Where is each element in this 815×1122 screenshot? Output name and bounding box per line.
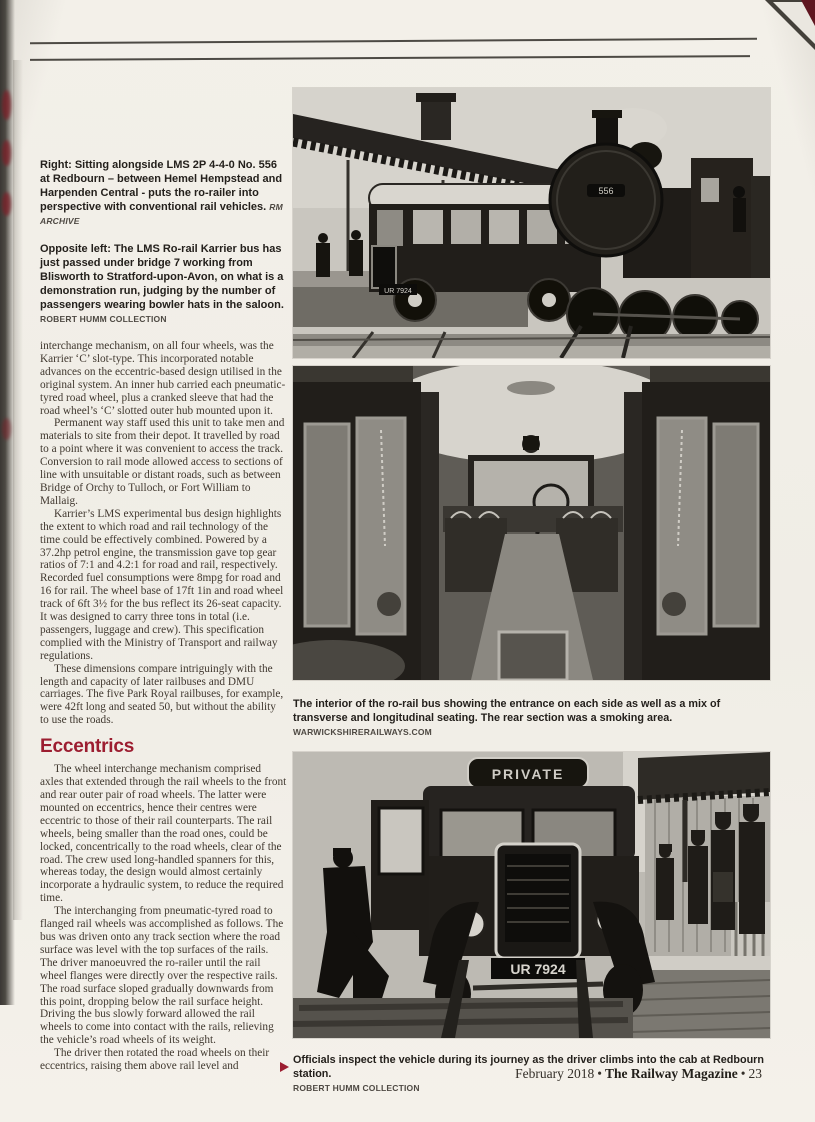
page-footer: [430, 1066, 762, 1082]
footer-bullet: •: [597, 1066, 603, 1081]
floor-mat: [499, 632, 567, 680]
caption-credit: ROBERT HUMM COLLECTION: [40, 314, 167, 324]
left-door-pillars: [293, 382, 421, 680]
footer-issue: February 2018: [515, 1066, 595, 1081]
binding-red-mark: [2, 192, 11, 216]
paragraph: The driver then rotated the road wheels on their eccentrics, raising them above rail level and: [40, 1047, 270, 1073]
interior-photo-credit: WARWICKSHIRERAILWAYS.COM: [293, 726, 432, 737]
paragraph: Karrier’s LMS experimental bus design highlights the extent to which road and rail technology of the time could be effectively combined. Powered by a 37.2hp petrol engine, the transmission gave top gear ratios of 7:1 and 4.2:1 for road and rail, respectively. Recorded fuel consumptions were 8mpg for road and 16 for rail. The wheel base of 17ft 1in and road wheel track of 6ft 3½ for the bus reflect its 26-seat capacity. It was designed to carry three tons in total (i.e. passengers, luggage and crew). This specification complied with the Ministry of Transport and railway regulations.: [40, 507, 284, 662]
photo-bus-interior: [293, 366, 770, 680]
bus-registration-text: UR 7924: [384, 288, 412, 295]
text-column: [40, 158, 287, 1073]
photo-station-rorailer: [293, 88, 770, 358]
platform-wall: [631, 956, 770, 1038]
section-heading: Eccentrics: [40, 736, 135, 758]
continuation-arrow-icon: [280, 1062, 289, 1072]
right-door-pillars: [642, 382, 770, 680]
footer-bullet: •: [740, 1066, 746, 1081]
registration-text: UR 7924: [510, 961, 566, 977]
binding-red-mark: [2, 140, 11, 166]
paragraph: These dimensions compare intriguingly with the length and capacity of later railbuses and DMU carriages. The five Park Royal railbuses, for example, were 42ft long and seated 50, but without the ability to use the roads.: [40, 662, 284, 727]
footer-page-number: 23: [748, 1066, 762, 1081]
interior-photo-caption: The interior of the ro-rail bus showing the entrance on each side as well as a mix of transverse and longitudinal seating. The rear section was a smoking area. WARWICKSHIRERAILWAYS.COM: [293, 697, 721, 737]
inspection-photo-caption: Officials inspect the vehicle during its journey as the driver climbs into the cab at Redbourn station. ROBERT HUMM COLLECTION: [293, 1053, 764, 1093]
photo-inspection-illustration: [293, 752, 770, 1038]
caption-right: Right: Sitting alongside LMS 2P 4-4-0 No. 556 at Redbourn – between Hemel Hempstead and Harpenden Central - puts the ro-railer into perspective with conventional rail vehicles. RM ARCHIVE: [40, 159, 283, 226]
caption-lead: Right:: [40, 159, 72, 171]
article-body: [40, 340, 287, 1073]
caption-credit: RM ARCHIVE: [40, 202, 283, 226]
scan-left-edge-shadow: [13, 60, 23, 920]
paragraph: Permanent way staff used this unit to take men and materials to site from their depot. It travelled by road to a point where it was convenient to access the track. Conversion to rail mode allowed access to sections of line with unsuitable or distant roads, such as between Bridge of Orchy to Tulloch, or Fort William to Mallaig.: [40, 417, 285, 507]
paragraph: The wheel interchange mechanism comprised axles that extended through the rail wheels to the front and rear outer pair of road wheels. The latter were mounted on eccentrics, hence their centres were eccentric to those of their rail counterparts. The rail wheels, being smaller than the road ones, could be locked, concentrically to the road wheels, clear of the road. The crew used long-handled spanners for this, whereas today, the design would almost certainly incorporate a hydraulic system, to reduce the required time.: [40, 763, 287, 905]
caption-lead: Opposite left:: [40, 243, 111, 255]
photo-interior-illustration: [293, 366, 770, 680]
footer-magazine-title: The Railway Magazine: [605, 1066, 738, 1081]
header-rule-top: [30, 38, 757, 44]
paragraph: interchange mechanism, on all four wheels, was the Karrier ‘C’ slot-type. This incorporated notable advances on the eccentric-based design utilised in the original system. An inner hub carried each pneumatic-tyred road wheel, plus a cranked sleeve that had the road wheel’s ‘C’ slotted outer hub mounted upon it.: [40, 340, 286, 417]
inspection-photo-credit: ROBERT HUMM COLLECTION: [293, 1082, 420, 1093]
loco-number-text: 556: [598, 186, 614, 196]
photo-station-illustration: [293, 88, 770, 358]
binding-red-mark: [2, 418, 11, 440]
photo-inspection: [293, 752, 770, 1038]
binding-red-mark: [2, 90, 11, 120]
caption-opposite-left: Opposite left: The LMS Ro-rail Karrier bus has just passed under bridge 7 working from Blisworth to Stratford-upon-Avon, on what is a demonstration run, judging by the number of passengers wearing bowler hats in the saloon. ROBERT HUMM COLLECTION: [40, 243, 284, 324]
cab-door-open: [371, 800, 429, 930]
private-sign-text: PRIVATE: [491, 766, 565, 782]
header-rule-bottom: [30, 55, 750, 61]
karrier-bus-front: [419, 758, 655, 1018]
paragraph: The interchanging from pneumatic-tyred road to flanged rail wheels was accomplished as follows. The bus was driven onto any track section where the road surface was level with the top surfaces of the rails. The driver manoeuvred the ro-railer until the rail wheel flanges were directly over the respective rails. The road surface sloped gradually downwards from this point, dropping below the rail surface height. Driving the bus slowly forward allowed the rail wheels to come into contact with the rails, relieving the vehicle’s road wheels of its weight.: [40, 905, 284, 1047]
